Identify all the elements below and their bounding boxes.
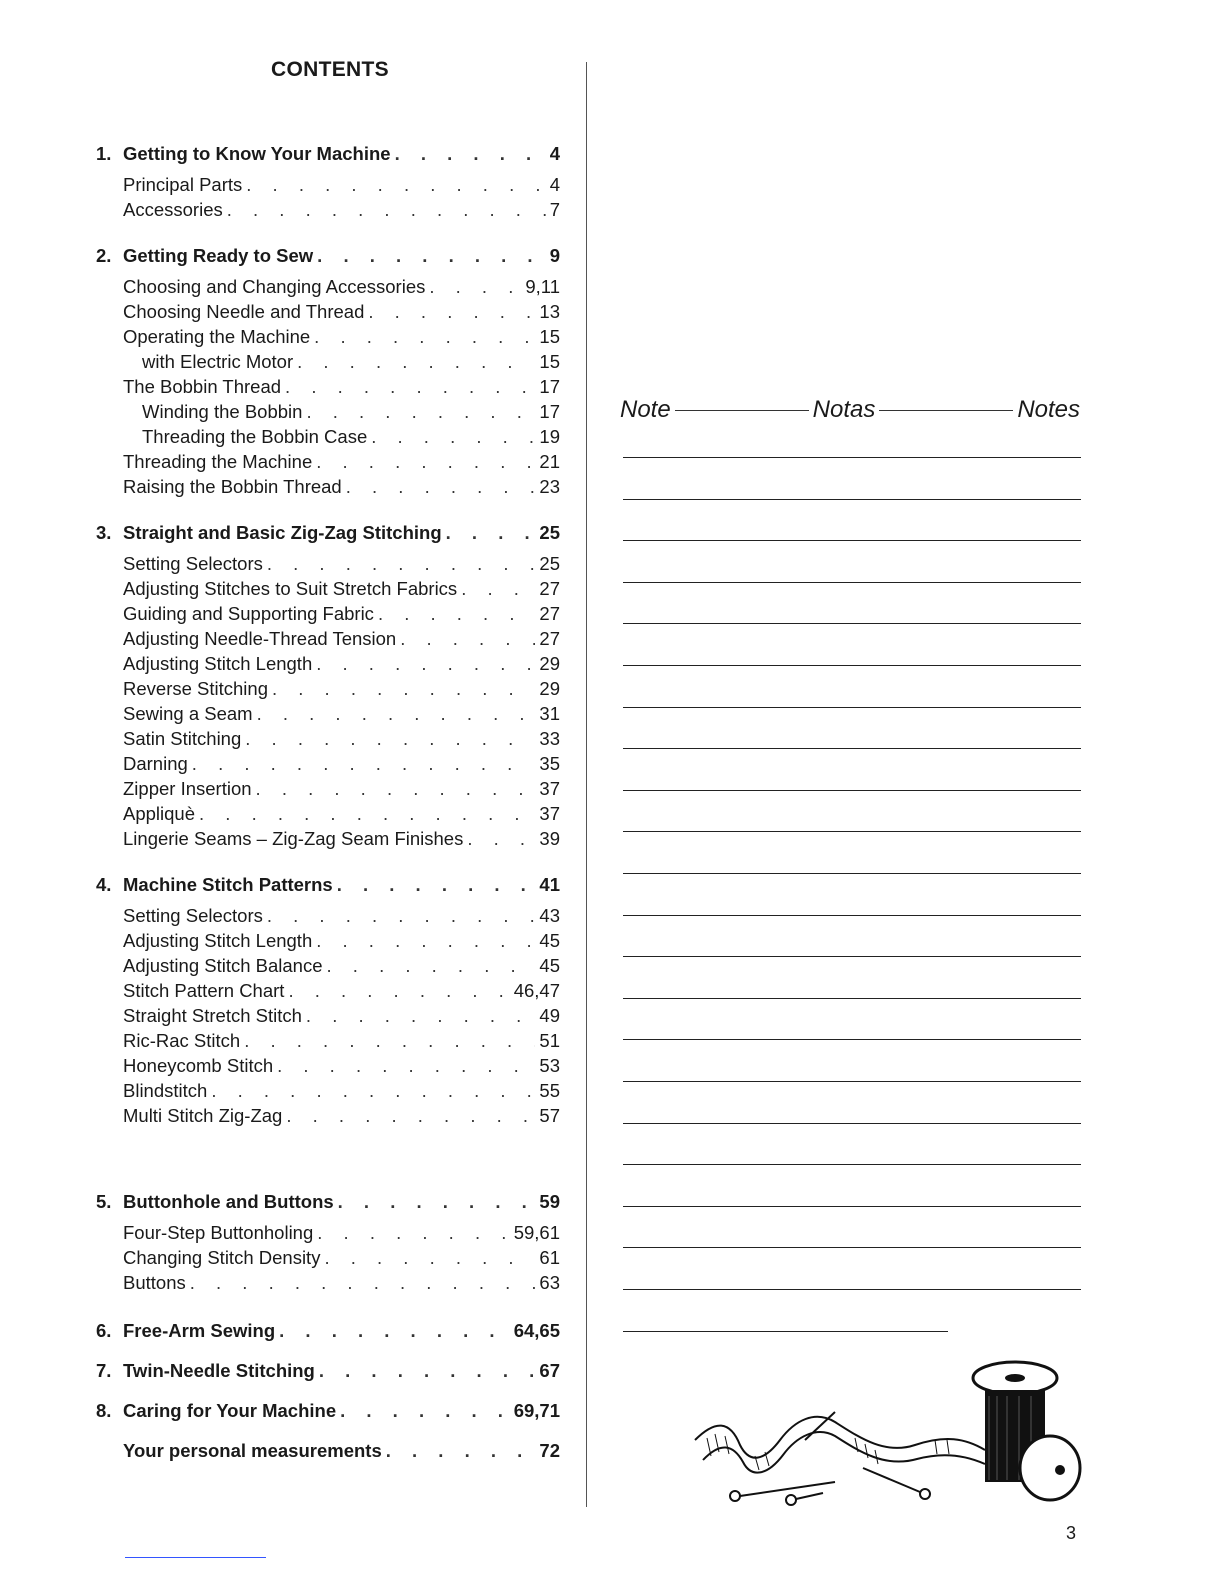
toc-section-heading[interactable] <box>96 1437 560 1465</box>
dot-leader <box>461 576 535 601</box>
entry-title: Operating the Machine <box>123 326 311 347</box>
entry-title: Accessories <box>123 199 223 220</box>
toc-section <box>96 140 560 222</box>
entry-title: Darning <box>123 753 188 774</box>
toc-section-heading[interactable] <box>96 1317 560 1345</box>
dot-leader <box>319 1357 536 1385</box>
note-ruling-line <box>623 748 1081 749</box>
entry-page: 15 <box>539 351 560 372</box>
toc-entry[interactable] <box>96 1078 560 1103</box>
dot-leader <box>246 172 545 197</box>
entry-page: 25 <box>539 553 560 574</box>
toc-entry[interactable] <box>96 1220 560 1245</box>
entry-title: Changing Stitch Density <box>123 1247 321 1268</box>
toc-section <box>96 1317 560 1345</box>
section-title: Straight and Basic Zig-Zag Stitching <box>123 522 442 543</box>
entry-page: 45 <box>539 955 560 976</box>
dot-leader <box>257 701 536 726</box>
section-title: Machine Stitch Patterns <box>123 874 333 895</box>
section-number: 5. <box>96 1191 112 1212</box>
toc-entry[interactable] <box>96 299 560 324</box>
toc-entry[interactable] <box>96 1053 560 1078</box>
toc-section-heading[interactable] <box>96 1357 560 1385</box>
entry-page: 9,11 <box>525 276 560 297</box>
note-ruling-line <box>623 831 1081 832</box>
toc-section <box>96 871 560 1128</box>
dot-leader <box>306 399 535 424</box>
dot-leader <box>211 1078 535 1103</box>
entry-title: Buttons <box>123 1272 186 1293</box>
entry-title: Threading the Bobbin Case <box>142 426 368 447</box>
entry-page: 27 <box>539 578 560 599</box>
entry-page: 37 <box>539 803 560 824</box>
entry-page: 39 <box>539 828 560 849</box>
section-page: 41 <box>539 874 560 895</box>
entry-page: 35 <box>539 753 560 774</box>
toc-entry[interactable] <box>96 651 560 676</box>
section-page: 25 <box>539 522 560 543</box>
entry-page: 29 <box>539 678 560 699</box>
note-ruling-line <box>623 790 1081 791</box>
toc-entry[interactable] <box>96 399 560 424</box>
dot-leader <box>285 374 535 399</box>
section-number: 6. <box>96 1320 112 1341</box>
dot-leader <box>245 726 535 751</box>
dot-leader <box>368 299 535 324</box>
page-number: 3 <box>1066 1523 1077 1543</box>
entry-title: Guiding and Supporting Fabric <box>123 603 374 624</box>
section-title: Free-Arm Sewing <box>123 1320 276 1341</box>
section-title: Buttonhole and Buttons <box>123 1191 334 1212</box>
entry-page: 63 <box>539 1272 560 1293</box>
note-ruling-line <box>623 582 1081 583</box>
entry-title: Adjusting Stitch Balance <box>123 955 323 976</box>
toc-entry[interactable] <box>96 274 560 299</box>
toc-entry[interactable] <box>96 576 560 601</box>
entry-title: Honeycomb Stitch <box>123 1055 274 1076</box>
thread-spool-icon <box>973 1362 1080 1500</box>
note-ruling-line <box>623 665 1081 666</box>
dot-leader <box>327 953 536 978</box>
entry-page: 13 <box>539 301 560 322</box>
entry-page: 49 <box>539 1005 560 1026</box>
notes-label-note: Note <box>620 396 671 423</box>
entry-page: 33 <box>539 728 560 749</box>
section-title: Twin-Needle Stitching <box>123 1360 315 1381</box>
entry-title: Setting Selectors <box>123 553 263 574</box>
toc-entry[interactable] <box>96 1028 560 1053</box>
entry-page: 21 <box>539 451 560 472</box>
dot-leader <box>316 449 535 474</box>
dot-leader <box>288 978 509 1003</box>
note-ruling-line <box>623 998 1081 999</box>
note-ruling-line <box>623 623 1081 624</box>
section-page: 9 <box>549 245 560 266</box>
toc-entry[interactable] <box>96 903 560 928</box>
dot-leader <box>190 1270 536 1295</box>
dot-leader <box>272 676 535 701</box>
section-page: 4 <box>549 143 560 164</box>
toc-entry[interactable] <box>96 601 560 626</box>
toc-entry[interactable] <box>96 978 560 1003</box>
dot-leader <box>279 1317 510 1345</box>
entry-title: Adjusting Stitch Length <box>123 653 313 674</box>
note-ruling-line <box>623 1247 1081 1248</box>
note-ruling-line <box>623 457 1081 458</box>
entry-page: 19 <box>539 426 560 447</box>
dot-leader <box>267 551 536 576</box>
toc-entry[interactable] <box>96 751 560 776</box>
entry-page: 27 <box>539 628 560 649</box>
dot-leader <box>324 1245 535 1270</box>
dot-leader <box>267 903 536 928</box>
toc-entry[interactable] <box>96 1245 560 1270</box>
dot-leader <box>256 776 536 801</box>
section-title: Getting Ready to Sew <box>123 245 314 266</box>
toc-entry[interactable] <box>96 324 560 349</box>
note-ruling-line <box>623 1164 1081 1165</box>
entry-page: 37 <box>539 778 560 799</box>
entry-title: Threading the Machine <box>123 451 313 472</box>
notes-label-notes: Notes <box>1017 396 1081 423</box>
section-number: 8. <box>96 1400 112 1421</box>
entry-title: Choosing and Changing Accessories <box>123 276 426 297</box>
dot-leader <box>314 324 535 349</box>
entry-title: Straight Stretch Stitch <box>123 1005 302 1026</box>
entry-page: 4 <box>549 174 560 195</box>
note-ruling-line <box>623 1039 1081 1040</box>
dot-leader <box>395 140 546 168</box>
entry-page: 59,61 <box>513 1222 560 1243</box>
toc-entry[interactable] <box>96 424 560 449</box>
toc-entry[interactable] <box>96 953 560 978</box>
dot-leader <box>429 274 521 299</box>
entry-page: 51 <box>539 1030 560 1051</box>
entry-page: 17 <box>539 401 560 422</box>
toc-entry[interactable] <box>96 701 560 726</box>
dot-leader <box>286 1103 535 1128</box>
toc-entry[interactable] <box>96 776 560 801</box>
section-title: Caring for Your Machine <box>123 1400 337 1421</box>
entry-page: 61 <box>539 1247 560 1268</box>
entry-title: Stitch Pattern Chart <box>123 980 285 1001</box>
dot-leader <box>199 801 535 826</box>
notes-header <box>620 394 1080 426</box>
note-ruling-line <box>623 956 1081 957</box>
dot-leader <box>317 1220 509 1245</box>
dot-leader <box>316 651 535 676</box>
dot-leader <box>297 349 535 374</box>
dot-leader <box>244 1028 535 1053</box>
dot-leader <box>346 474 536 499</box>
toc-entry[interactable] <box>96 474 560 499</box>
section-number: 4. <box>96 874 112 895</box>
entry-title: Multi Stitch Zig-Zag <box>123 1105 283 1126</box>
toc-section <box>96 1397 560 1425</box>
note-ruling-line <box>623 707 1081 708</box>
toc-entry[interactable] <box>96 726 560 751</box>
entry-title: The Bobbin Thread <box>123 376 282 397</box>
entry-title: Choosing Needle and Thread <box>123 301 365 322</box>
entry-page: 29 <box>539 653 560 674</box>
section-number: 2. <box>96 245 112 266</box>
entry-page: 43 <box>539 905 560 926</box>
toc-entry[interactable] <box>96 197 560 222</box>
toc-section-heading[interactable] <box>96 871 560 899</box>
toc-section-heading[interactable] <box>96 519 560 547</box>
toc-entry[interactable] <box>96 1003 560 1028</box>
entry-title: with Electric Motor <box>142 351 294 372</box>
note-ruling-line <box>623 873 1081 874</box>
entry-page: 53 <box>539 1055 560 1076</box>
toc-entry[interactable] <box>96 551 560 576</box>
toc-section <box>96 519 560 851</box>
entry-page: 45 <box>539 930 560 951</box>
entry-page: 55 <box>539 1080 560 1101</box>
dot-leader <box>400 626 535 651</box>
dot-leader <box>277 1053 535 1078</box>
tape-measure-ribbon-icon <box>695 1412 985 1473</box>
dot-leader <box>386 1437 536 1465</box>
entry-title: Ric-Rac Stitch <box>123 1030 241 1051</box>
dot-leader <box>316 928 535 953</box>
note-ruling-line <box>623 499 1081 500</box>
dot-leader <box>317 242 546 270</box>
entry-page: 46,47 <box>513 980 560 1001</box>
entry-page: 31 <box>539 703 560 724</box>
notes-label-notas: Notas <box>812 396 876 423</box>
section-page: 69,71 <box>513 1400 560 1421</box>
dot-leader <box>371 424 535 449</box>
pin-icon <box>730 1468 930 1505</box>
entry-title: Adjusting Needle-Thread Tension <box>123 628 397 649</box>
toc-entry[interactable] <box>96 826 560 851</box>
entry-page: 15 <box>539 326 560 347</box>
entry-title: Satin Stitching <box>123 728 242 749</box>
toc-entry[interactable] <box>96 172 560 197</box>
toc-section <box>96 242 560 499</box>
entry-page: 27 <box>539 603 560 624</box>
toc-entry[interactable] <box>96 801 560 826</box>
section-page: 67 <box>539 1360 560 1381</box>
entry-title: Adjusting Stitch Length <box>123 930 313 951</box>
entry-title: Adjusting Stitches to Suit Stretch Fabrics <box>123 578 458 599</box>
toc-section-heading[interactable] <box>96 1188 560 1216</box>
notes-header-rule <box>879 410 1013 411</box>
note-ruling-line <box>623 540 1081 541</box>
entry-title: Setting Selectors <box>123 905 263 926</box>
entry-title: Sewing a Seam <box>123 703 253 724</box>
table-of-contents <box>96 140 560 1465</box>
entry-title: Winding the Bobbin <box>142 401 303 422</box>
toc-entry[interactable] <box>96 374 560 399</box>
entry-title: Principal Parts <box>123 174 243 195</box>
dot-leader <box>227 197 546 222</box>
toc-section-heading[interactable] <box>96 140 560 168</box>
notes-header-rule <box>675 410 809 411</box>
toc-entry[interactable] <box>96 1103 560 1128</box>
section-title: Your personal measurements <box>123 1440 382 1461</box>
toc-section-heading[interactable] <box>96 242 560 270</box>
toc-entry[interactable] <box>96 349 560 374</box>
entry-page: 23 <box>539 476 560 497</box>
toc-section <box>96 1437 560 1465</box>
entry-title: Raising the Bobbin Thread <box>123 476 342 497</box>
section-page: 72 <box>539 1440 560 1461</box>
dot-leader <box>340 1397 510 1425</box>
note-ruling-line <box>623 1289 1081 1290</box>
entry-title: Appliquè <box>123 803 196 824</box>
section-number: 1. <box>96 143 112 164</box>
footer-link-underline <box>125 1557 266 1558</box>
note-ruling-line <box>623 1331 948 1332</box>
note-ruling-line <box>623 1081 1081 1082</box>
entry-page: 17 <box>539 376 560 397</box>
entry-title: Blindstitch <box>123 1080 208 1101</box>
toc-entry[interactable] <box>96 676 560 701</box>
dot-leader <box>337 871 536 899</box>
dot-leader <box>338 1188 536 1216</box>
toc-entry[interactable] <box>96 1270 560 1295</box>
toc-entry[interactable] <box>96 928 560 953</box>
dot-leader <box>192 751 536 776</box>
dot-leader <box>306 1003 536 1028</box>
entry-title: Four-Step Buttonholing <box>123 1222 314 1243</box>
section-page: 59 <box>539 1191 560 1212</box>
toc-section <box>96 1357 560 1385</box>
entry-title: Lingerie Seams – Zig-Zag Seam Finishes <box>123 828 464 849</box>
dot-leader <box>378 601 535 626</box>
entry-title: Zipper Insertion <box>123 778 252 799</box>
section-title: Getting to Know Your Machine <box>123 143 391 164</box>
dot-leader <box>467 826 535 851</box>
section-page: 64,65 <box>513 1320 560 1341</box>
section-number: 3. <box>96 522 112 543</box>
toc-section <box>96 1188 560 1295</box>
toc-section-heading[interactable] <box>96 1397 560 1425</box>
entry-page: 7 <box>549 199 560 220</box>
spool-and-ribbon-illustration <box>685 1360 1085 1510</box>
entry-page: 57 <box>539 1105 560 1126</box>
column-divider <box>586 62 587 1507</box>
note-ruling-line <box>623 1123 1081 1124</box>
dot-leader <box>446 519 536 547</box>
section-number: 7. <box>96 1360 112 1381</box>
toc-entry[interactable] <box>96 626 560 651</box>
toc-entry[interactable] <box>96 449 560 474</box>
note-ruling-line <box>623 915 1081 916</box>
note-ruling-line <box>623 1206 1081 1207</box>
page-title: CONTENTS <box>271 58 389 81</box>
entry-title: Reverse Stitching <box>123 678 268 699</box>
